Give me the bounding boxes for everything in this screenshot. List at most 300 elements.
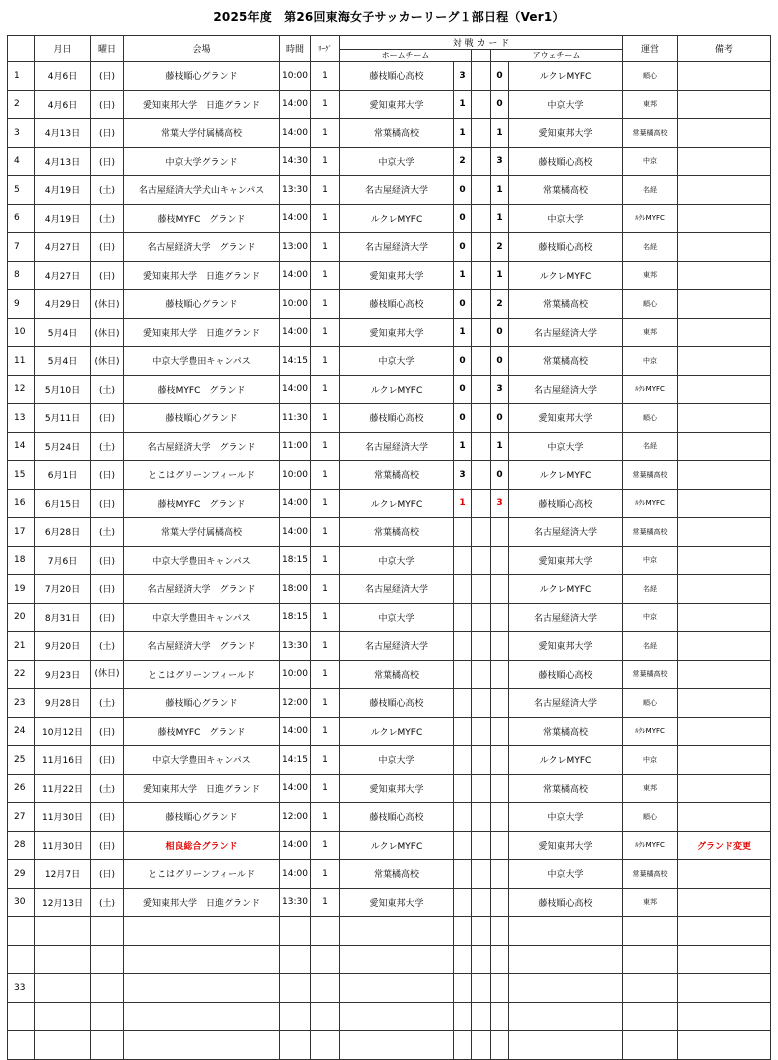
home-team: 藤枝順心高校	[340, 404, 454, 433]
away-team: 常葉橘高校	[509, 290, 623, 319]
away-score: 3	[491, 147, 509, 176]
home-score	[454, 632, 472, 661]
home-score	[454, 803, 472, 832]
match-time: 14:15	[280, 746, 311, 775]
table-row	[8, 489, 771, 518]
header-match-card: 対 戦 カ ー ド	[340, 36, 623, 50]
match-league: 1	[311, 432, 340, 461]
remarks	[678, 176, 771, 205]
match-number: 20	[8, 603, 35, 632]
remarks	[678, 860, 771, 889]
operator: ﾙｸﾚMYFC	[623, 204, 678, 233]
match-day: (日)	[91, 119, 124, 148]
schedule-table	[7, 35, 771, 1060]
match-date: 4月6日	[35, 62, 91, 91]
away-team: ルクレMYFC	[509, 461, 623, 490]
score-divider	[472, 888, 491, 917]
match-day: (休日)	[91, 660, 124, 689]
header-away-team: アウェチーム	[491, 50, 623, 62]
header-venue: 会場	[124, 36, 280, 62]
home-score	[454, 945, 472, 974]
match-number: 33	[8, 974, 35, 1003]
score-divider	[472, 375, 491, 404]
match-date: 5月4日	[35, 318, 91, 347]
table-row	[8, 774, 771, 803]
home-team: ルクレMYFC	[340, 375, 454, 404]
table-row	[8, 974, 771, 1003]
match-day: (土)	[91, 774, 124, 803]
match-number: 13	[8, 404, 35, 433]
operator: 名経	[623, 176, 678, 205]
away-team: 中京大学	[509, 204, 623, 233]
match-number: 24	[8, 717, 35, 746]
match-venue: 藤枝MYFC グランド	[124, 717, 280, 746]
match-league: 1	[311, 90, 340, 119]
match-number: 8	[8, 261, 35, 290]
match-time	[280, 1031, 311, 1060]
match-league: 1	[311, 603, 340, 632]
match-day: (日)	[91, 461, 124, 490]
home-score	[454, 660, 472, 689]
match-time: 12:00	[280, 803, 311, 832]
match-league: 1	[311, 888, 340, 917]
home-team: 常葉橘高校	[340, 860, 454, 889]
away-score: 1	[491, 204, 509, 233]
match-date: 4月13日	[35, 147, 91, 176]
away-team: ルクレMYFC	[509, 62, 623, 91]
match-day: (日)	[91, 489, 124, 518]
match-time: 14:00	[280, 318, 311, 347]
away-team: 中京大学	[509, 860, 623, 889]
match-date: 6月28日	[35, 518, 91, 547]
score-divider	[472, 717, 491, 746]
match-venue: 愛知東邦大学 日進グランド	[124, 774, 280, 803]
home-team: 常葉橘高校	[340, 660, 454, 689]
home-team	[340, 917, 454, 946]
score-divider	[472, 62, 491, 91]
match-league: 1	[311, 261, 340, 290]
score-divider	[472, 233, 491, 262]
match-date: 4月29日	[35, 290, 91, 319]
match-number: 18	[8, 546, 35, 575]
operator: 中京	[623, 603, 678, 632]
away-score: 1	[491, 432, 509, 461]
home-score: 1	[454, 119, 472, 148]
match-day	[91, 1031, 124, 1060]
home-team: 愛知東邦大学	[340, 261, 454, 290]
away-team	[509, 1002, 623, 1031]
table-row	[8, 290, 771, 319]
match-venue: 藤枝MYFC グランド	[124, 489, 280, 518]
operator: ﾙｸﾚMYFC	[623, 717, 678, 746]
away-score: 0	[491, 461, 509, 490]
match-date: 9月28日	[35, 689, 91, 718]
home-score: 0	[454, 375, 472, 404]
match-league	[311, 1031, 340, 1060]
home-score	[454, 518, 472, 547]
home-team: 藤枝順心高校	[340, 62, 454, 91]
score-divider	[472, 632, 491, 661]
score-divider	[472, 746, 491, 775]
match-venue: とこはグリーンフィールド	[124, 461, 280, 490]
away-score: 0	[491, 90, 509, 119]
home-score: 0	[454, 290, 472, 319]
home-score	[454, 603, 472, 632]
match-day: (日)	[91, 233, 124, 262]
operator: 中京	[623, 746, 678, 775]
match-time: 14:00	[280, 119, 311, 148]
match-time: 14:00	[280, 717, 311, 746]
home-score	[454, 746, 472, 775]
match-league: 1	[311, 119, 340, 148]
away-team	[509, 945, 623, 974]
match-day: (日)	[91, 575, 124, 604]
match-day: (土)	[91, 176, 124, 205]
away-score	[491, 546, 509, 575]
match-date: 7月20日	[35, 575, 91, 604]
match-number: 29	[8, 860, 35, 889]
home-score: 1	[454, 432, 472, 461]
away-team: ルクレMYFC	[509, 261, 623, 290]
table-row	[8, 1002, 771, 1031]
operator: 順心	[623, 290, 678, 319]
match-venue	[124, 945, 280, 974]
home-score	[454, 888, 472, 917]
home-score: 0	[454, 404, 472, 433]
home-team: 藤枝順心高校	[340, 290, 454, 319]
operator: 常葉橘高校	[623, 518, 678, 547]
match-date: 7月6日	[35, 546, 91, 575]
away-score: 1	[491, 119, 509, 148]
home-team: 中京大学	[340, 603, 454, 632]
operator	[623, 945, 678, 974]
home-score	[454, 1002, 472, 1031]
match-time: 11:00	[280, 432, 311, 461]
match-league: 1	[311, 489, 340, 518]
score-divider	[472, 318, 491, 347]
match-league	[311, 1002, 340, 1031]
remarks: グランド変更	[678, 831, 771, 860]
match-time: 14:00	[280, 204, 311, 233]
match-time: 10:00	[280, 660, 311, 689]
table-row	[8, 917, 771, 946]
home-score	[454, 689, 472, 718]
remarks	[678, 261, 771, 290]
match-date: 12月7日	[35, 860, 91, 889]
match-number	[8, 1031, 35, 1060]
match-venue: 常葉大学付属橘高校	[124, 518, 280, 547]
match-venue: 藤枝順心グランド	[124, 62, 280, 91]
match-date: 9月23日	[35, 660, 91, 689]
table-row	[8, 261, 771, 290]
match-date: 10月12日	[35, 717, 91, 746]
match-league: 1	[311, 318, 340, 347]
match-day: (日)	[91, 746, 124, 775]
match-venue: 藤枝MYFC グランド	[124, 375, 280, 404]
match-day: (土)	[91, 432, 124, 461]
home-score: 2	[454, 147, 472, 176]
match-number: 7	[8, 233, 35, 262]
away-team: 常葉橘高校	[509, 347, 623, 376]
header-league: ﾘｰｸﾞ	[311, 36, 340, 62]
table-row	[8, 689, 771, 718]
remarks	[678, 945, 771, 974]
match-time	[280, 945, 311, 974]
match-time: 18:15	[280, 546, 311, 575]
operator	[623, 1031, 678, 1060]
match-league: 1	[311, 204, 340, 233]
away-score	[491, 689, 509, 718]
match-venue: 名古屋経済大学犬山キャンパス	[124, 176, 280, 205]
home-team: 名古屋経済大学	[340, 176, 454, 205]
match-time	[280, 974, 311, 1003]
match-number: 26	[8, 774, 35, 803]
match-day: (日)	[91, 803, 124, 832]
match-time: 14:15	[280, 347, 311, 376]
match-date: 4月19日	[35, 204, 91, 233]
away-score	[491, 1031, 509, 1060]
match-league	[311, 945, 340, 974]
home-score: 0	[454, 233, 472, 262]
away-score: 2	[491, 233, 509, 262]
match-number: 30	[8, 888, 35, 917]
match-day	[91, 974, 124, 1003]
score-divider	[472, 1002, 491, 1031]
header-date: 月日	[35, 36, 91, 62]
away-team: 名古屋経済大学	[509, 518, 623, 547]
match-day	[91, 917, 124, 946]
operator: 名経	[623, 233, 678, 262]
home-team: 名古屋経済大学	[340, 233, 454, 262]
match-league: 1	[311, 717, 340, 746]
home-team	[340, 1031, 454, 1060]
score-divider	[472, 290, 491, 319]
table-row	[8, 318, 771, 347]
table-row	[8, 803, 771, 832]
away-score	[491, 945, 509, 974]
remarks	[678, 518, 771, 547]
home-score: 0	[454, 347, 472, 376]
score-divider	[472, 774, 491, 803]
match-venue: 中京大学豊田キャンパス	[124, 347, 280, 376]
home-score: 0	[454, 176, 472, 205]
away-team: 名古屋経済大学	[509, 603, 623, 632]
remarks	[678, 974, 771, 1003]
away-team: 中京大学	[509, 432, 623, 461]
operator	[623, 1002, 678, 1031]
away-score	[491, 803, 509, 832]
match-league: 1	[311, 176, 340, 205]
match-time: 13:30	[280, 888, 311, 917]
home-score: 3	[454, 62, 472, 91]
remarks	[678, 347, 771, 376]
match-day: (土)	[91, 689, 124, 718]
match-day: (日)	[91, 147, 124, 176]
match-number: 5	[8, 176, 35, 205]
table-row	[8, 375, 771, 404]
away-score	[491, 1002, 509, 1031]
operator: 東邦	[623, 261, 678, 290]
match-time: 14:00	[280, 518, 311, 547]
match-number	[8, 945, 35, 974]
home-team: 愛知東邦大学	[340, 888, 454, 917]
match-number: 27	[8, 803, 35, 832]
table-row	[8, 1031, 771, 1060]
away-team: 名古屋経済大学	[509, 318, 623, 347]
remarks	[678, 803, 771, 832]
match-league: 1	[311, 774, 340, 803]
match-date: 5月24日	[35, 432, 91, 461]
remarks	[678, 489, 771, 518]
match-number: 21	[8, 632, 35, 661]
score-divider	[472, 204, 491, 233]
match-time: 10:00	[280, 461, 311, 490]
operator: 名経	[623, 575, 678, 604]
home-team: 藤枝順心高校	[340, 803, 454, 832]
table-row	[8, 119, 771, 148]
match-venue	[124, 1002, 280, 1031]
remarks	[678, 717, 771, 746]
match-league: 1	[311, 290, 340, 319]
score-divider	[472, 603, 491, 632]
match-date: 11月30日	[35, 831, 91, 860]
match-venue: 藤枝MYFC グランド	[124, 204, 280, 233]
score-divider	[472, 917, 491, 946]
score-divider	[472, 575, 491, 604]
match-league	[311, 974, 340, 1003]
header-remarks: 備考	[678, 36, 771, 62]
match-day: (土)	[91, 375, 124, 404]
match-day: (日)	[91, 546, 124, 575]
match-time: 14:00	[280, 375, 311, 404]
away-score: 0	[491, 318, 509, 347]
match-venue: 相良総合グランド	[124, 831, 280, 860]
match-venue: 名古屋経済大学 グランド	[124, 575, 280, 604]
page-title: 2025年度 第26回東海女子サッカーリーグ１部日程（Ver1）	[213, 10, 565, 24]
remarks	[678, 432, 771, 461]
match-time: 14:00	[280, 831, 311, 860]
remarks	[678, 746, 771, 775]
score-divider	[472, 831, 491, 860]
match-time: 14:00	[280, 261, 311, 290]
match-day: (土)	[91, 632, 124, 661]
away-team: 中京大学	[509, 90, 623, 119]
match-venue: とこはグリーンフィールド	[124, 860, 280, 889]
remarks	[678, 575, 771, 604]
away-team: ルクレMYFC	[509, 746, 623, 775]
match-date	[35, 917, 91, 946]
home-team: 藤枝順心高校	[340, 689, 454, 718]
home-team: ルクレMYFC	[340, 204, 454, 233]
match-league: 1	[311, 746, 340, 775]
home-team: 愛知東邦大学	[340, 318, 454, 347]
score-divider	[472, 404, 491, 433]
score-divider	[472, 147, 491, 176]
home-team: 愛知東邦大学	[340, 90, 454, 119]
home-team: 中京大学	[340, 546, 454, 575]
operator: 常葉橘高校	[623, 119, 678, 148]
match-number: 6	[8, 204, 35, 233]
match-time: 13:30	[280, 176, 311, 205]
operator: 常葉橘高校	[623, 860, 678, 889]
remarks	[678, 90, 771, 119]
match-day: (日)	[91, 717, 124, 746]
match-date: 6月15日	[35, 489, 91, 518]
away-score	[491, 774, 509, 803]
score-divider	[472, 176, 491, 205]
remarks	[678, 461, 771, 490]
home-score	[454, 774, 472, 803]
home-score: 1	[454, 489, 472, 518]
header-divider	[472, 50, 491, 62]
match-venue: 中京大学豊田キャンパス	[124, 546, 280, 575]
table-row	[8, 575, 771, 604]
away-score	[491, 575, 509, 604]
away-score: 0	[491, 347, 509, 376]
table-row	[8, 90, 771, 119]
match-venue: とこはグリーンフィールド	[124, 660, 280, 689]
score-divider	[472, 689, 491, 718]
operator: 東邦	[623, 888, 678, 917]
operator: 順心	[623, 803, 678, 832]
remarks	[678, 888, 771, 917]
match-league: 1	[311, 518, 340, 547]
header-time: 時間	[280, 36, 311, 62]
match-number: 3	[8, 119, 35, 148]
table-row	[8, 404, 771, 433]
operator: 順心	[623, 404, 678, 433]
remarks	[678, 119, 771, 148]
match-day: (日)	[91, 831, 124, 860]
match-venue: 名古屋経済大学 グランド	[124, 233, 280, 262]
score-divider	[472, 518, 491, 547]
table-row	[8, 717, 771, 746]
match-venue: 中京大学グランド	[124, 147, 280, 176]
score-divider	[472, 347, 491, 376]
match-number: 1	[8, 62, 35, 91]
away-team: 藤枝順心高校	[509, 233, 623, 262]
remarks	[678, 546, 771, 575]
away-team: 常葉橘高校	[509, 774, 623, 803]
match-day: (日)	[91, 261, 124, 290]
match-league: 1	[311, 660, 340, 689]
remarks	[678, 204, 771, 233]
remarks	[678, 603, 771, 632]
match-day: (土)	[91, 204, 124, 233]
match-league: 1	[311, 860, 340, 889]
match-date: 4月19日	[35, 176, 91, 205]
score-divider	[472, 1031, 491, 1060]
match-time: 18:00	[280, 575, 311, 604]
match-day: (日)	[91, 404, 124, 433]
match-date	[35, 1031, 91, 1060]
match-date: 4月6日	[35, 90, 91, 119]
match-day: (日)	[91, 860, 124, 889]
match-time: 13:00	[280, 233, 311, 262]
home-score: 1	[454, 90, 472, 119]
operator: ﾙｸﾚMYFC	[623, 375, 678, 404]
match-venue: 愛知東邦大学 日進グランド	[124, 318, 280, 347]
match-time: 12:00	[280, 689, 311, 718]
match-date: 11月30日	[35, 803, 91, 832]
away-team: 名古屋経済大学	[509, 689, 623, 718]
remarks	[678, 147, 771, 176]
away-team: 愛知東邦大学	[509, 831, 623, 860]
away-team: ルクレMYFC	[509, 575, 623, 604]
match-venue: 名古屋経済大学 グランド	[124, 432, 280, 461]
match-date: 5月4日	[35, 347, 91, 376]
match-time: 18:15	[280, 603, 311, 632]
